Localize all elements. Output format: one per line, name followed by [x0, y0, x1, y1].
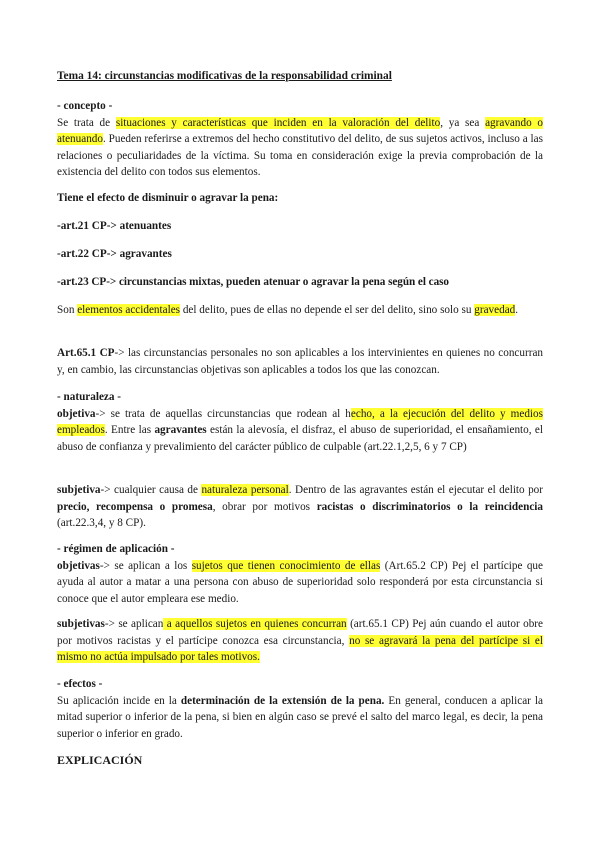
highlight-run: agravando o atenuando — [57, 116, 544, 146]
subjetiva-paragraph — [57, 482, 543, 532]
concepto-section — [57, 98, 543, 181]
text-run: del delito, pues de ellas no depende el ser del delito, sino solo su — [180, 304, 475, 316]
bold-run: racistas o discriminatorios o la reincidencia — [316, 500, 543, 513]
text-run: -> las circunstancias personales no son aplicables a los intervinientes en quienes no concurran y, en cambio, las circunstancias objetivas son aplicables a todos los que las conozcan. — [57, 347, 544, 376]
text-run: Son — [57, 304, 78, 316]
efectos-heading: - efectos - — [57, 678, 103, 690]
regimen-section — [57, 541, 543, 607]
text-run: . Dentro de las agravantes están el ejecutar el delito por — [288, 484, 544, 496]
objetivas-paragraph — [57, 558, 543, 608]
bold-run: objetivas — [57, 559, 100, 572]
text-run: (Art.65.2 CP) Pej el partícipe que ayuda al autor a matar a una persona con abuso de superioridad solo responderá por esta circunstancia si conoce que el autor empleara ese medio. — [57, 559, 543, 605]
text-run: están la alevosía, el disfraz, el abuso de superioridad, el ensañamiento, el abuso de confianza y prevalimiento del carácter público de culpable (art.22.1,2,5, 6 y 7 CP) — [57, 424, 543, 453]
highlight-run: situaciones y características que inciden en la valoración del delito — [115, 116, 441, 129]
efecto-heading: Tiene el efecto de disminuir o agravar la pena: — [57, 192, 279, 204]
objetiva-paragraph — [57, 406, 543, 456]
text-run: . — [515, 304, 519, 316]
naturaleza-section — [57, 389, 543, 455]
highlight-run: no se agravará la pena del partícipe si el mismo no actúa impulsado por tales motivos. — [57, 634, 543, 664]
explicacion-heading: EXPLICACIÓN — [57, 753, 143, 767]
art22-line: -art.22 CP-> agravantes — [57, 248, 172, 260]
text-run: Su aplicación incide en la — [57, 694, 181, 707]
text-run: -> se aplican — [104, 618, 164, 630]
highlight-run: echo, a la ejecución del delito y medios empleados — [57, 407, 543, 437]
art23-line: -art.23 CP-> circunstancias mixtas, pueden atenuar o agravar la pena según el caso — [57, 276, 449, 288]
concepto-heading: - concepto - — [57, 100, 113, 112]
bold-run: subjetiva — [57, 484, 101, 496]
bold-run: determinación de la extensión de la pena. — [180, 694, 385, 707]
text-run: . Pueden referirse a extremos del hecho constitutivo del delito, de sus sujetos activos, incluso a las relaciones o peculiaridades de la víctima. Su toma en consideración exige la previa comprobación de la existencia del delito con todos sus elementos. — [57, 133, 543, 179]
bold-run: precio, recompensa o promesa — [57, 500, 213, 513]
efectos-section — [57, 676, 543, 742]
bold-run: subjetivas — [57, 618, 105, 630]
art65-paragraph — [57, 345, 543, 378]
elementos-paragraph — [57, 302, 543, 319]
bold-run: objetiva — [57, 407, 96, 420]
document-title: Tema 14: circunstancias modificativas de la responsabilidad criminal — [57, 70, 392, 82]
text-run: Se trata de — [57, 116, 116, 129]
highlight-run: gravedad — [474, 304, 516, 316]
text-run: En general, conducen a aplicar la mitad superior o inferior de la pena, si bien en algún caso se prevé el salto del marco legal, es decir, la pena superior o inferior en grado. — [57, 694, 543, 740]
art21-line: -art.21 CP-> atenuantes — [57, 220, 172, 232]
text-run: . Entre las — [104, 424, 155, 437]
text-run: (art.65.1 CP) Pej aún cuando el autor obre por motivos racistas y el partícipe conozca esa circunstancia, — [57, 618, 543, 647]
bold-run: agravantes — [154, 424, 207, 437]
text-run: -> cualquier causa de — [100, 484, 202, 496]
text-run: , ya sea — [440, 116, 486, 129]
text-run: , obrar por motivos — [212, 500, 317, 513]
text-run: -> se trata de aquellas circunstancias que rodean al h — [95, 407, 351, 420]
text-run: (art.22.3,4, y 8 CP). — [57, 517, 146, 530]
regimen-heading: - régimen de aplicación - — [57, 543, 175, 555]
text-run: -> se aplican a los — [99, 559, 192, 572]
highlight-run: sujetos que tienen conocimiento de ellas — [191, 559, 381, 572]
highlight-run: a aquellos sujetos en quienes concurran — [163, 618, 347, 630]
bold-run: Art.65.1 CP — [57, 347, 115, 359]
highlight-run: naturaleza personal — [201, 484, 289, 496]
naturaleza-heading: - naturaleza - — [57, 391, 122, 403]
highlight-run: elementos accidentales — [77, 304, 181, 316]
efectos-paragraph — [57, 693, 543, 743]
subjetivas-paragraph — [57, 616, 543, 666]
concepto-paragraph — [57, 115, 543, 181]
